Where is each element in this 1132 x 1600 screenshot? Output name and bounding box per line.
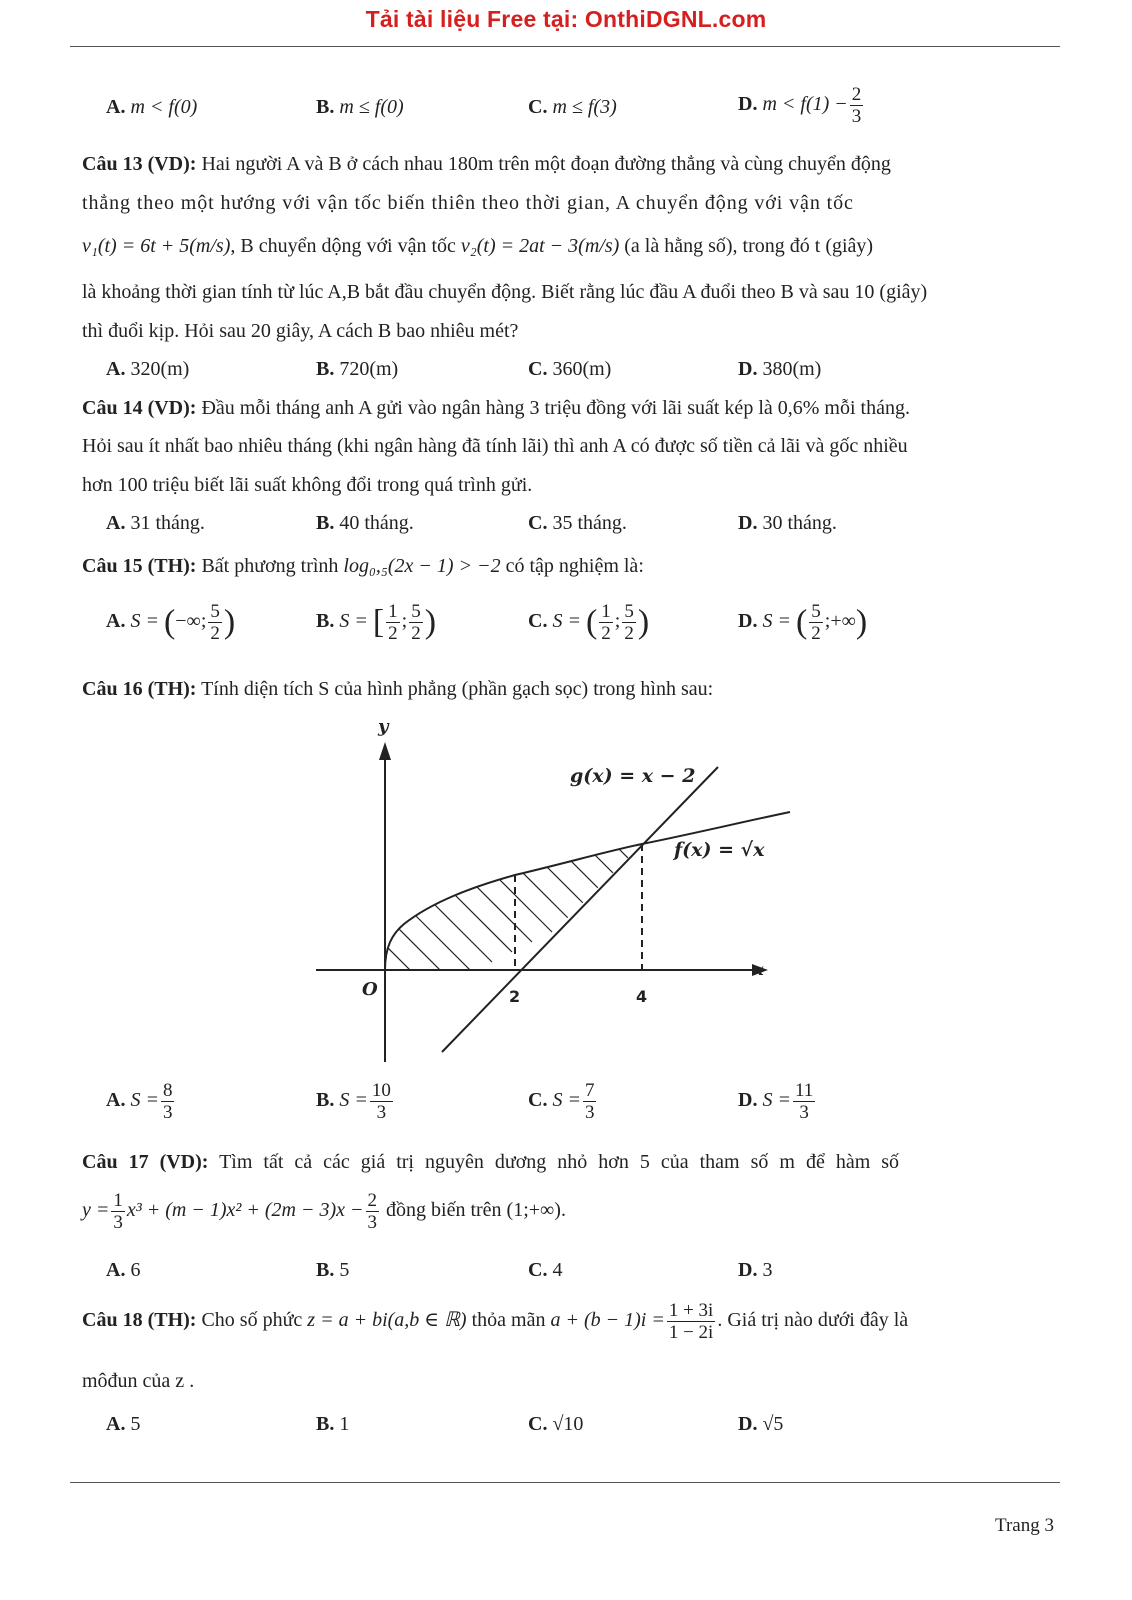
x-axis-label: x: [754, 960, 764, 979]
q18-option-a[interactable]: A. 5: [106, 1413, 141, 1435]
q12-option-c[interactable]: C. m ≤ f(3): [528, 96, 617, 118]
q17-option-a[interactable]: A. 6: [106, 1259, 141, 1281]
q16-option-c[interactable]: C. S = $\frac{7}{3}$: [528, 1080, 595, 1123]
q17-option-b[interactable]: B. 5: [316, 1259, 350, 1281]
q18-line-2: môđun của z .: [82, 1370, 195, 1392]
q14-line-1: Câu 14 (VD): Đầu mỗi tháng anh A gửi vào ngân hàng 3 triệu đồng với lãi suất kép là 0,6% mỗi tháng.: [82, 397, 910, 419]
q13-option-d[interactable]: D. 380(m): [738, 358, 822, 380]
g-line: [442, 767, 718, 1052]
q17-line-1: Câu 17 (VD): Tìm tất cả các giá trị nguyên dương nhỏ hơn 5 của tham số m để hàm số: [82, 1151, 900, 1173]
q12-option-d[interactable]: D. m < f(1) − $\frac{2}{3}$: [738, 84, 862, 127]
y-axis-label: y: [378, 716, 389, 737]
q13-line-1: Câu 13 (VD): Hai người A và B ở cách nhau 180m trên một đoạn đường thẳng và cùng chuyển động: [82, 153, 891, 175]
q16-line-1: Câu 16 (TH): Tính diện tích S của hình phẳng (phần gạch sọc) trong hình sau:: [82, 678, 714, 700]
q15-option-b[interactable]: B. S = [ $\frac{1}{2}$ ; $\frac{5}{2}$ ): [316, 601, 437, 644]
header-link[interactable]: Tải tài liệu Free tại: OnthiDGNL.com: [365, 6, 767, 32]
q13-option-c[interactable]: C. 360(m): [528, 358, 612, 380]
q15-option-a[interactable]: A. S = (−∞; $\frac{5}{2}$ ): [106, 601, 236, 644]
tick-label-2: 2: [509, 987, 521, 1006]
q13-line-2: thẳng theo một hướng với vận tốc biến thiên theo thời gian, A chuyển động với vận tốc: [82, 192, 854, 214]
q18-option-b[interactable]: B. 1: [316, 1413, 350, 1435]
g-label: g(x) = x − 2: [570, 765, 696, 787]
q13-line-3: v₁(t) = 6t + 5(m/s), B chuyển dộng với vận tốc v₂(t) = 2at − 3(m/s) (a là hằng số), trong đó t (giây): [82, 235, 874, 257]
q13-option-b[interactable]: B. 720(m): [316, 358, 399, 380]
q17-option-d[interactable]: D. 3: [738, 1259, 773, 1281]
tick-label-4: 4: [636, 987, 648, 1006]
q12-option-b[interactable]: B. m ≤ f(0): [316, 96, 404, 118]
q14-option-d[interactable]: D. 30 tháng.: [738, 512, 837, 534]
q14-line-3: hơn 100 triệu biết lãi suất không đổi trong quá trình gửi.: [82, 474, 533, 496]
q16-option-a[interactable]: A. S = $\frac{8}{3}$: [106, 1080, 173, 1123]
q14-option-b[interactable]: B. 40 tháng.: [316, 512, 414, 534]
q14-line-2: Hỏi sau ít nhất bao nhiêu tháng (khi ngân hàng đã tính lãi) thì anh A có được số tiền cả lãi và gốc nhiều: [82, 435, 908, 457]
q14-option-a[interactable]: A. 31 tháng.: [106, 512, 205, 534]
q15-option-c[interactable]: C. S = ( $\frac{1}{2}$ ; $\frac{5}{2}$ ): [528, 601, 650, 644]
q14-option-c[interactable]: C. 35 tháng.: [528, 512, 627, 534]
q18-line-1: Câu 18 (TH): Cho số phức z = a + bi(a,b ∈ ℝ) thỏa mãn a + (b − 1)i = $\frac{1 + 3i}{1 - 2i}$ . Giá trị nào dưới đây là: [82, 1300, 909, 1343]
q13-option-a[interactable]: A. 320(m): [106, 358, 190, 380]
q16-option-d[interactable]: D. S = $\frac{11}{3}$: [738, 1080, 814, 1123]
origin-label: O: [362, 979, 378, 1000]
q13-line-4: là khoảng thời gian tính từ lúc A,B bắt đầu chuyển động. Biết rằng lúc đầu A đuổi theo B và sau 10 (giây): [82, 281, 928, 303]
page-number: Trang 3: [995, 1515, 1054, 1536]
q17-option-c[interactable]: C. 4: [528, 1259, 563, 1281]
q14-label: Câu 14 (VD):: [82, 397, 197, 419]
q17-line-2: y = $\frac{1}{3}$ x³ + (m − 1)x² + (2m − 3)x − $\frac{2}{3}$ đồng biến trên (1;+∞).: [82, 1190, 566, 1233]
q13-label: Câu 13 (VD):: [82, 153, 197, 175]
q18-option-d[interactable]: D. √5: [738, 1413, 784, 1435]
q15-line-1: Câu 15 (TH): Bất phương trình log₀,₅(2x − 1) > −2 có tập nghiệm là:: [82, 555, 644, 577]
area-figure: [312, 712, 802, 1068]
y-axis-arrow: [379, 742, 391, 760]
q16-option-b[interactable]: B. S = $\frac{10}{3}$: [316, 1080, 391, 1123]
hatch-region: [352, 792, 672, 992]
q13-line-5: thì đuổi kịp. Hỏi sau 20 giây, A cách B bao nhiêu mét?: [82, 320, 519, 342]
q12-option-a[interactable]: A. m < f(0): [106, 96, 198, 118]
q15-label: Câu 15 (TH):: [82, 555, 197, 577]
q16-label: Câu 16 (TH):: [82, 678, 197, 700]
q15-option-d[interactable]: D. S = ( $\frac{5}{2}$ ;+∞): [738, 601, 868, 644]
footer-rule: [70, 1482, 1060, 1483]
q18-label: Câu 18 (TH):: [82, 1309, 197, 1332]
q18-option-c[interactable]: C. √10: [528, 1413, 584, 1435]
header-rule: [70, 46, 1060, 47]
f-label: f(x) = √x: [674, 839, 765, 861]
q17-label: Câu 17 (VD):: [82, 1151, 209, 1173]
